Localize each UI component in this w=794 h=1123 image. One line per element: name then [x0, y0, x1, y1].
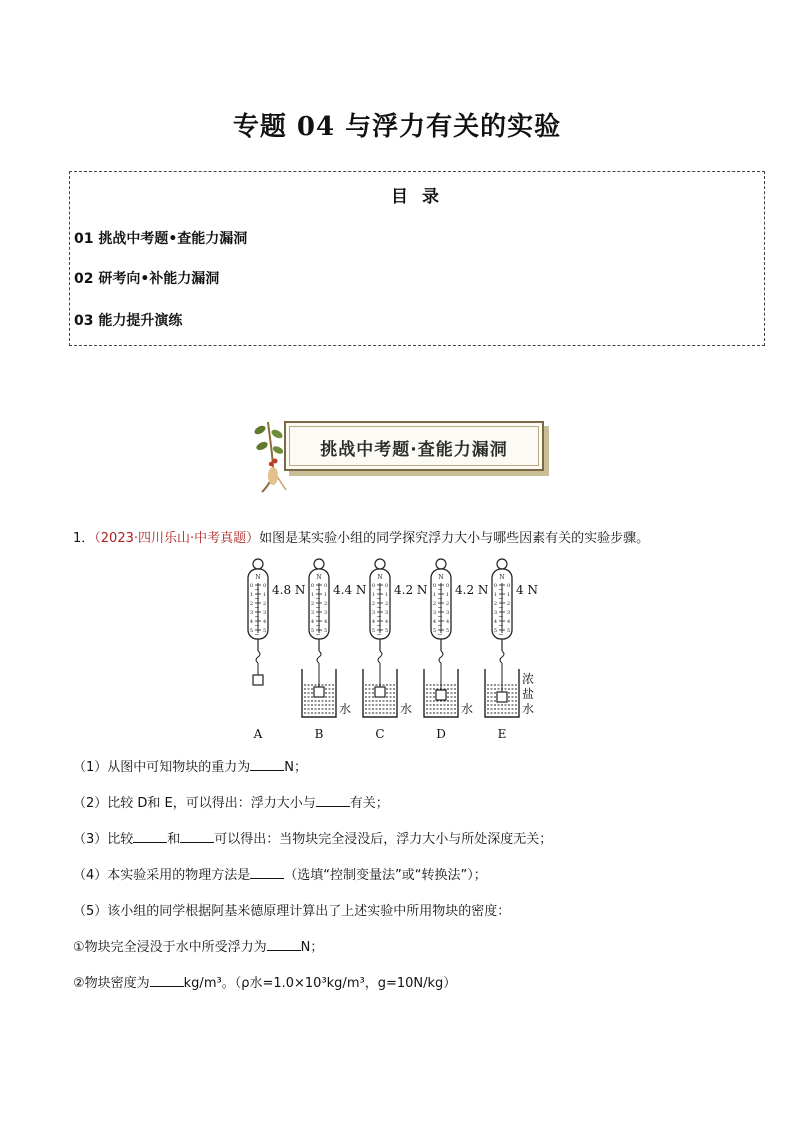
object-block [497, 692, 507, 702]
subquestion-4: （4）本实验采用的物理方法是 （选填“控制变量法”或“转换法”）； [73, 868, 487, 883]
question-stem [73, 527, 649, 546]
scale-tick-label: 2 [432, 601, 436, 607]
answer-blank[interactable] [133, 831, 167, 843]
toc-item-2[interactable]: 02 研考向•补能力漏洞 [74, 271, 220, 287]
answer-blank[interactable] [180, 831, 214, 843]
scale-unit: N [377, 574, 383, 581]
scale-tick-label: 3 [263, 610, 267, 616]
scale-tick-label: 5 [371, 628, 375, 634]
scale-tick-label: 5 [263, 628, 267, 634]
scale-tick-label: 2 [263, 601, 267, 607]
question-number: 1． [73, 531, 95, 546]
scale-tick-label: 3 [249, 610, 253, 616]
scale-tick-label: 3 [324, 610, 328, 616]
scale-tick-label: 5 [324, 628, 328, 634]
subquestion-3: （3）比较 和 可以得出：当物块完全浸没后，浮力大小与所处深度无关； [73, 832, 553, 847]
scale-tick-label: 4 [432, 619, 436, 625]
scale-tick-label: 1 [432, 592, 436, 598]
scale-tick-label: 0 [310, 583, 314, 589]
scale-tick-label: 5 [446, 628, 450, 634]
question-source[interactable]: （2023·四川乐山·中考真题） [94, 531, 260, 546]
liquid-label-char: 浓 [522, 672, 535, 686]
scale-tick-label: 4 [493, 619, 497, 625]
subquestion-5-2: ②物块密度为 kg/m³。（ρ水=1.0×10³kg/m³，g=10N/kg） [73, 976, 457, 991]
object-block [314, 687, 324, 697]
station-b [302, 559, 366, 741]
object-block [375, 687, 385, 697]
scale-tick-label: 2 [371, 601, 375, 607]
scale-tick-label: 3 [385, 610, 389, 616]
station-label: D [436, 727, 446, 741]
scale-tick-label: 1 [493, 592, 497, 598]
liquid-label: 水 [339, 702, 352, 716]
scale-unit: N [316, 574, 322, 581]
subquestion-5: （5）该小组的同学根据阿基米德原理计算出了上述实验中所用物块的密度： [73, 904, 511, 919]
scale-tick-label: 0 [446, 583, 450, 589]
scale-ring [253, 559, 263, 569]
scale-tick-label: 1 [385, 592, 389, 598]
scale-ring [375, 559, 385, 569]
scale-tick-label: 3 [371, 610, 375, 616]
scale-tick-label: 2 [493, 601, 497, 607]
experiment-figure [230, 557, 560, 742]
scale-tick-label: 3 [493, 610, 497, 616]
subquestion-5-1: ①物块完全浸没于水中所受浮力为 N； [73, 940, 324, 955]
station-label: A [253, 727, 263, 741]
banner-box [284, 421, 544, 471]
scale-tick-label: 4 [371, 619, 375, 625]
scale-ring [497, 559, 507, 569]
subquestion-2: （2）比较 D和 E，可以得出：浮力大小与 有关； [73, 796, 389, 811]
station-c [363, 559, 427, 741]
scale-tick-label: 0 [263, 583, 267, 589]
station-label: E [497, 727, 507, 741]
scale-tick-label: 1 [507, 592, 511, 598]
scale-reading: 4.2 N [455, 583, 489, 597]
scale-tick-label: 2 [249, 601, 253, 607]
scale-tick-label: 3 [446, 610, 450, 616]
scale-tick-label: 5 [507, 628, 511, 634]
scale-tick-label: 2 [507, 601, 511, 607]
scale-tick-label: 4 [324, 619, 328, 625]
hook-curl [317, 651, 321, 663]
scale-tick-label: 4 [310, 619, 314, 625]
scale-tick-label: 1 [263, 592, 267, 598]
scale-tick-label: 1 [249, 592, 253, 598]
section-banner [240, 416, 550, 496]
scale-tick-label: 2 [310, 601, 314, 607]
hook-curl [439, 651, 443, 663]
station-e [485, 559, 538, 741]
scale-unit: N [438, 574, 444, 581]
scale-tick-label: 0 [371, 583, 375, 589]
scale-ring [314, 559, 324, 569]
answer-blank[interactable] [267, 939, 301, 951]
banner-label: 挑战中考题·查能力漏洞 [320, 440, 508, 460]
toc-item-1[interactable]: 01 挑战中考题•查能力漏洞 [74, 231, 248, 247]
scale-tick-label: 5 [432, 628, 436, 634]
hook-curl [500, 651, 504, 663]
toc-item-3[interactable]: 03 能力提升演练 [74, 313, 183, 329]
scale-tick-label: 1 [371, 592, 375, 598]
scale-tick-label: 0 [385, 583, 389, 589]
liquid-label: 水 [461, 702, 474, 716]
answer-blank[interactable] [250, 867, 284, 879]
answer-blank[interactable] [316, 795, 350, 807]
scale-tick-label: 5 [385, 628, 389, 634]
station-d [424, 559, 488, 741]
station-a [248, 559, 305, 741]
scale-ring [436, 559, 446, 569]
hook-curl [256, 651, 260, 663]
scale-tick-label: 1 [446, 592, 450, 598]
scale-tick-label: 5 [493, 628, 497, 634]
scale-tick-label: 0 [324, 583, 328, 589]
liquid-label [522, 672, 534, 716]
object-block [253, 675, 263, 685]
scale-reading: 4 N [516, 583, 538, 597]
scale-tick-label: 3 [507, 610, 511, 616]
liquid-label-char: 水 [522, 702, 535, 716]
station-label: B [314, 727, 324, 741]
scale-tick-label: 3 [310, 610, 314, 616]
scale-reading: 4.8 N [272, 583, 306, 597]
scale-tick-label: 4 [249, 619, 253, 625]
scale-tick-label: 3 [432, 610, 436, 616]
station-label: C [375, 727, 385, 741]
object-block [436, 690, 446, 700]
question-text: 如图是某实验小组的同学探究浮力大小与哪些因素有关的实验步骤。 [259, 531, 650, 546]
toc-heading: 目 录 [391, 187, 443, 207]
scale-tick-label: 1 [324, 592, 328, 598]
liquid-label: 水 [400, 702, 413, 716]
scale-tick-label: 0 [249, 583, 253, 589]
scale-tick-label: 2 [446, 601, 450, 607]
scale-reading: 4.2 N [394, 583, 428, 597]
scale-reading: 4.4 N [333, 583, 367, 597]
scale-tick-label: 2 [324, 601, 328, 607]
answer-blank[interactable] [150, 975, 184, 987]
scale-tick-label: 0 [507, 583, 511, 589]
scale-tick-label: 1 [310, 592, 314, 598]
scale-tick-label: 4 [263, 619, 267, 625]
scale-tick-label: 0 [432, 583, 436, 589]
subquestion-1: （1）从图中可知物块的重力为 N； [73, 760, 308, 775]
scale-tick-label: 5 [249, 628, 253, 634]
scale-unit: N [499, 574, 505, 581]
scale-unit: N [255, 574, 261, 581]
liquid-label-char: 盐 [522, 687, 535, 701]
scale-tick-label: 4 [385, 619, 389, 625]
scale-tick-label: 4 [446, 619, 450, 625]
table-of-contents [69, 171, 765, 346]
page-title: 专题 04 与浮力有关的实验 [232, 112, 562, 142]
hook-curl [378, 651, 382, 663]
scale-tick-label: 2 [385, 601, 389, 607]
scale-tick-label: 0 [493, 583, 497, 589]
scale-tick-label: 5 [310, 628, 314, 634]
answer-blank[interactable] [250, 759, 284, 771]
scale-tick-label: 4 [507, 619, 511, 625]
